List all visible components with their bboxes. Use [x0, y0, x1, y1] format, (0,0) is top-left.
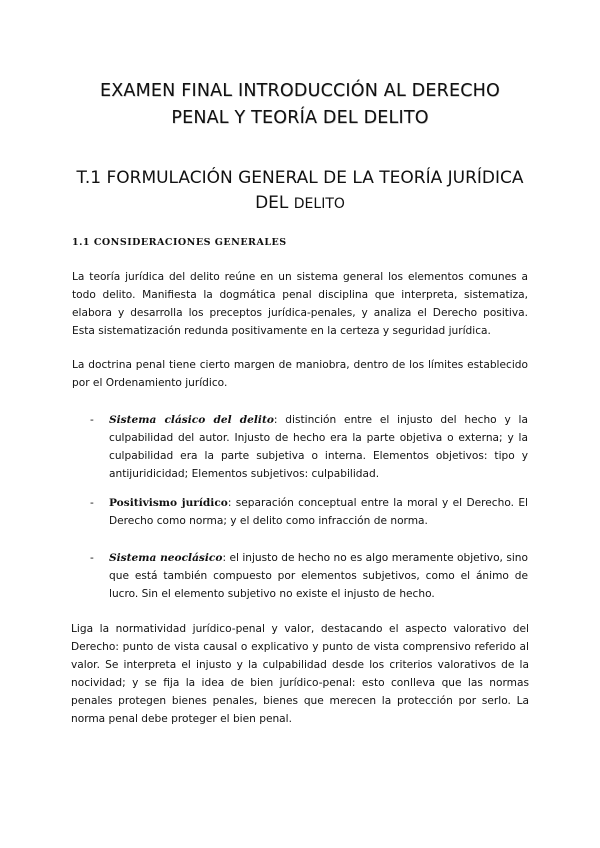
paragraph-3: Liga la normatividad jurídico-penal y valor, destacando el aspecto valorativo del Derecho: punto de vista causal o explicativo y punto de vista comprensivo referido al valor. Se interpreta el injusto y la culpabilidad desde los criterios valorativos de la nocividad; y se fija la idea de bien jurídico-penal: esto conlleva que las normas penales protegen bienes penales, bienes que merecen la protección por serlo. La norma penal debe proteger el bien penal. — [71, 623, 529, 725]
bullet-body: : distinción entre el injusto del hecho y la culpabilidad del autor. Injusto de hecho era la parte objetiva o externa; y la culpabilidad era la parte subjetiva o interna. Elementos objetivos: tipo y antijuridicidad; Elementos subjetivos: culpabilidad. — [109, 414, 528, 480]
bullet-text — [109, 549, 528, 603]
bullet-dash: - — [90, 414, 94, 426]
section-heading: 1.1 CONSIDERACIONES GENERALES — [72, 237, 287, 248]
bullet-term: Sistema neoclásico — [109, 552, 223, 564]
chapter-line-1: T.1 FORMULACIÓN GENERAL DE LA TEORÍA JURÍDICA — [76, 168, 524, 188]
bullet-text — [109, 411, 528, 483]
title-line-2: PENAL Y TEORÍA DEL DELITO — [171, 108, 429, 128]
chapter-line-2 — [40, 191, 560, 217]
chapter-heading — [40, 166, 560, 217]
bullet-dash: - — [90, 552, 94, 564]
bullet-body: : el injusto de hecho no es algo meramente objetivo, sino que está también compuesto por elementos subjetivos, como el ánimo de lucro. Sin el elemento subjetivo no existe el injusto de hecho. — [109, 552, 528, 600]
paragraph-1: La teoría jurídica del delito reúne en un sistema general los elementos comunes a todo delito. Manifiesta la dogmática penal disciplina que interpreta, sistematiza, elabora y desarrolla los preceptos jurídica-penales, y analiza el Derecho positiva. Esta sistematización redunda positivamente en la certeza y seguridad jurídica. — [72, 271, 528, 337]
bullet-term: Sistema clásico del delito — [109, 414, 274, 426]
bullet-dash: - — [90, 497, 94, 509]
title-line-1: EXAMEN FINAL INTRODUCCIÓN AL DERECHO — [99, 81, 500, 101]
chapter-line-2-a: DEL — [255, 193, 289, 213]
paragraph-2: La doctrina penal tiene cierto margen de maniobra, dentro de los límites establecido por el Ordenamiento jurídico. — [72, 359, 528, 389]
bullet-body: : separación conceptual entre la moral y el Derecho. El Derecho como norma; y el delito como infracción de norma. — [109, 497, 528, 527]
bullet-text — [109, 494, 528, 530]
chapter-line-2-b: DELITO — [293, 196, 345, 212]
bullet-term: Positivismo jurídico — [109, 497, 228, 509]
document-title — [40, 78, 560, 132]
